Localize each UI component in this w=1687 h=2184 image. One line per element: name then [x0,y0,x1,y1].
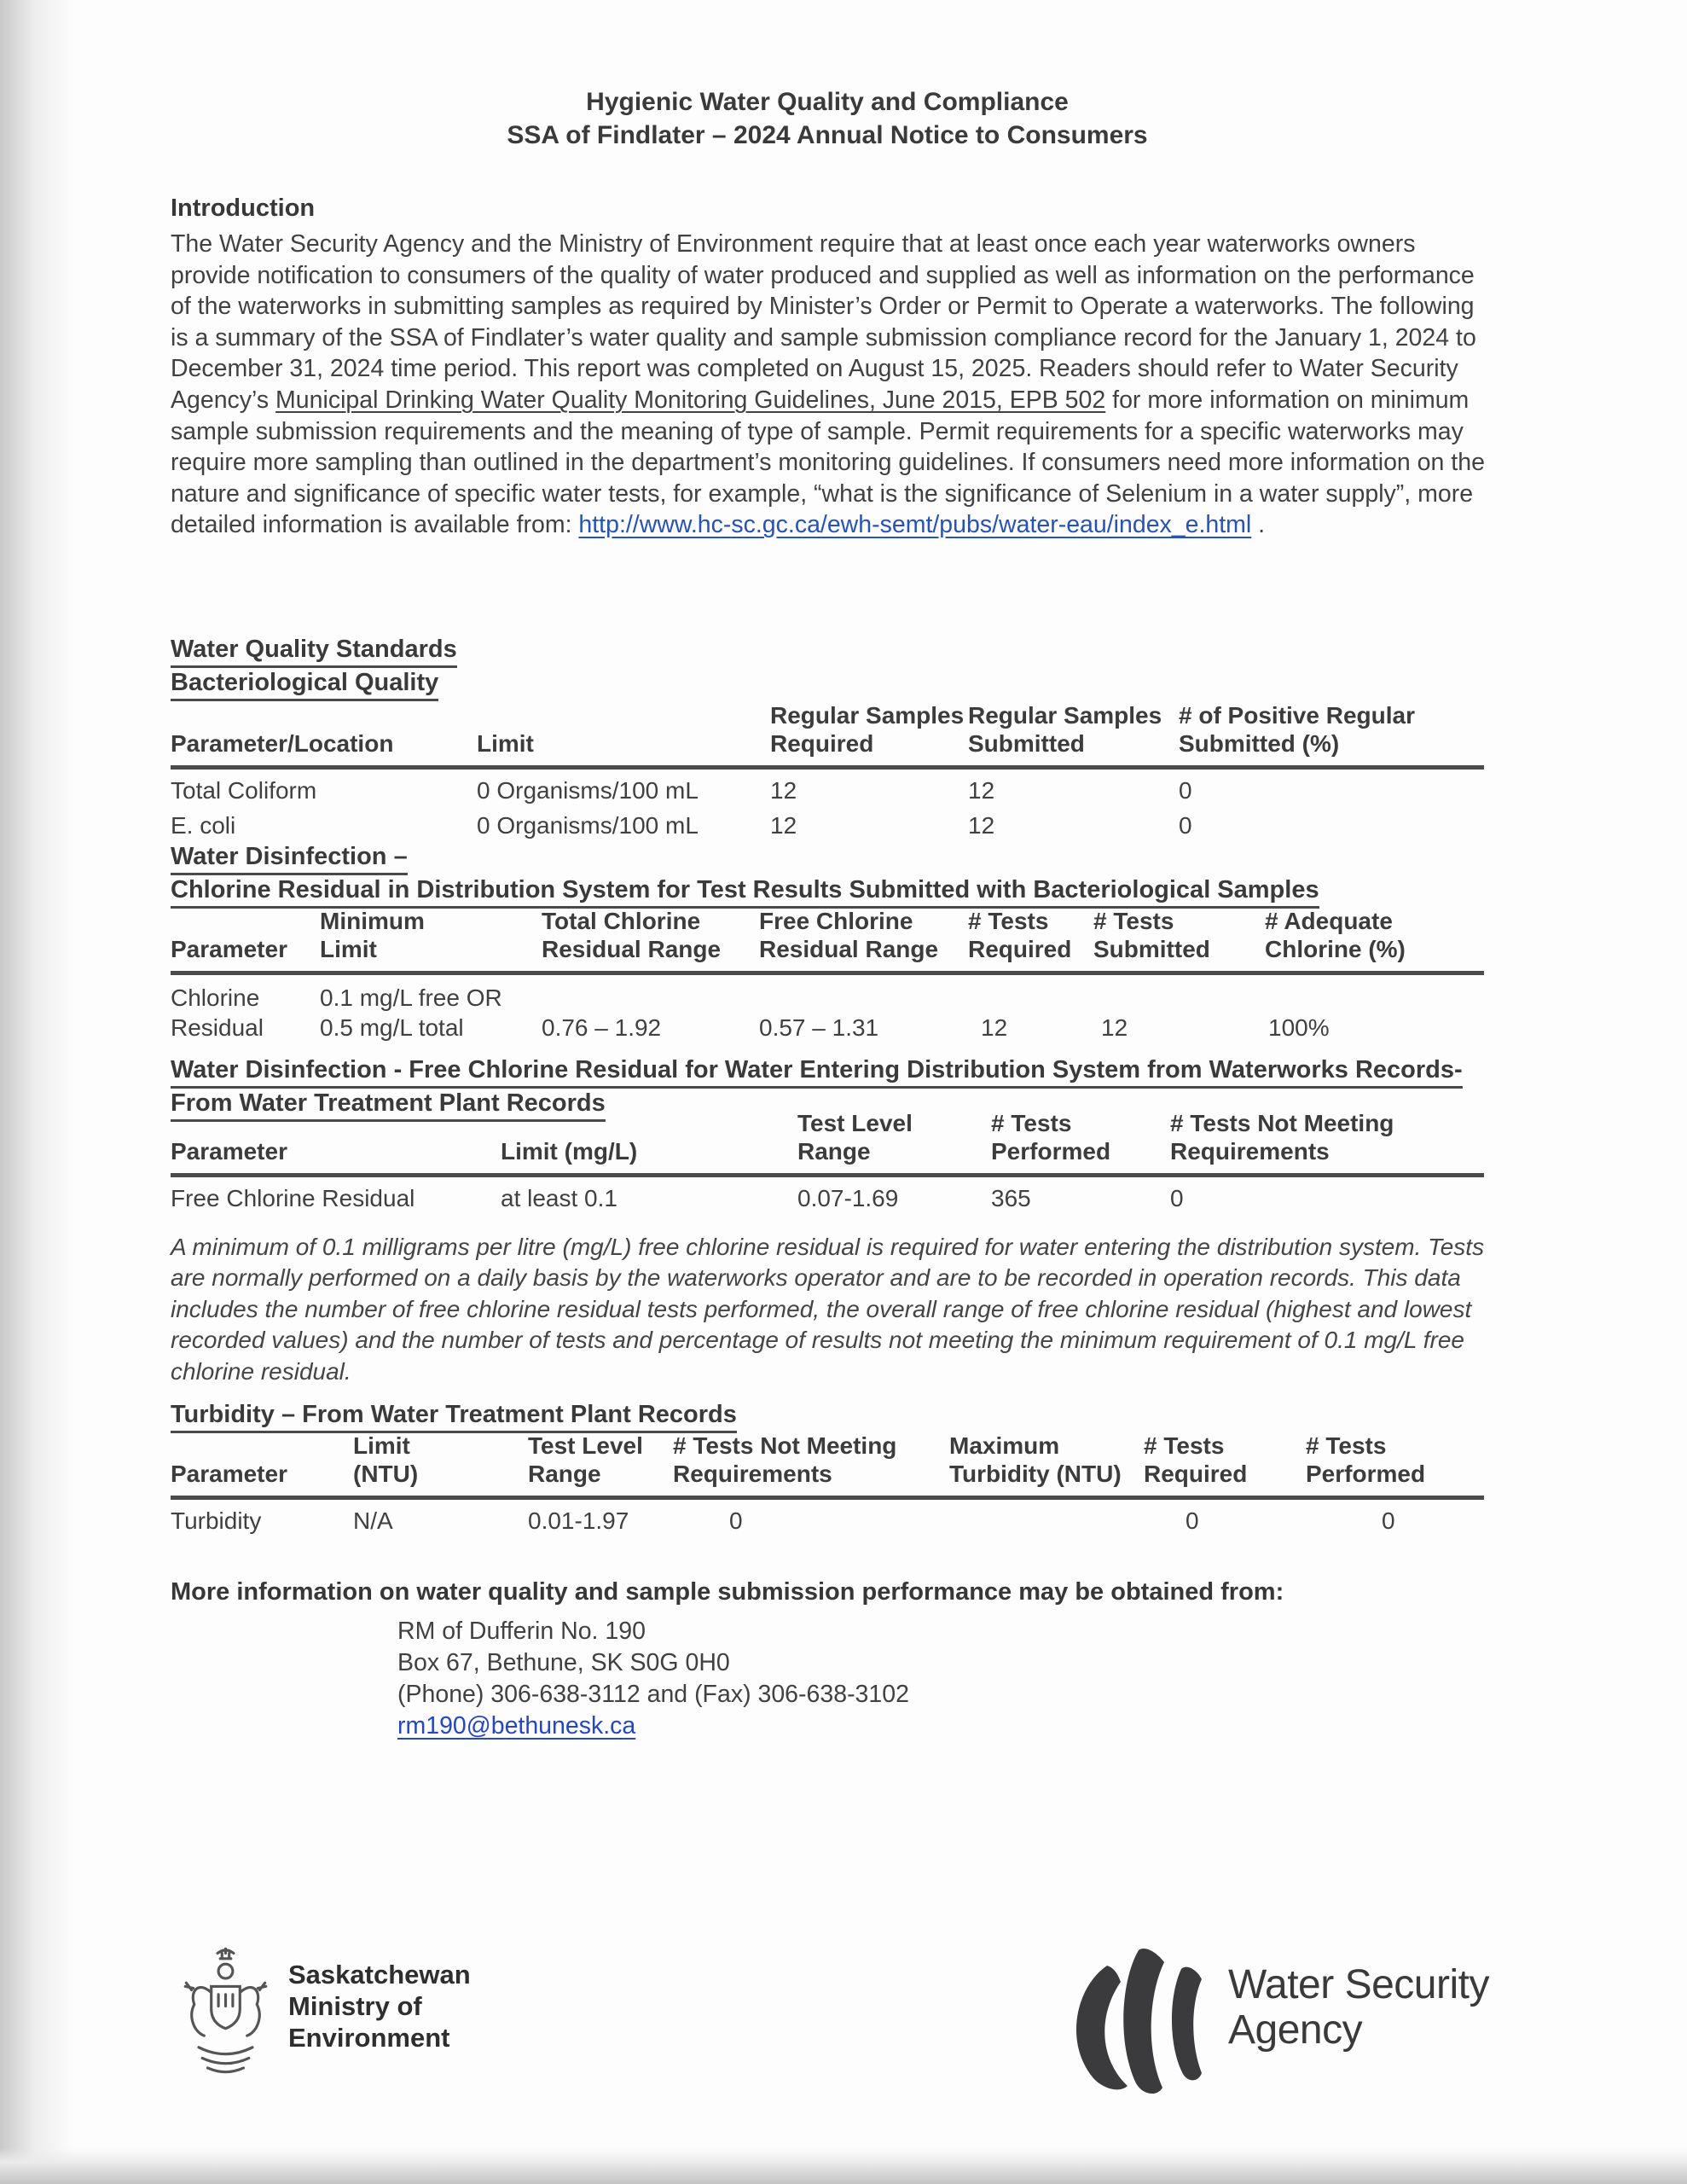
table-cell: 0 Organisms/100 mL [477,777,699,804]
document-title [171,85,1484,152]
water-quality-standards-heading: Water Quality Standards [171,636,457,668]
turbidity-table [171,1432,1484,1535]
ministry-line3: Environment [288,2023,450,2053]
intro-guidelines-reference: Municipal Drinking Water Quality Monitoring Guidelines, June 2015, EPB 502 [275,386,1106,414]
table-header-cell: # Tests Required [968,908,1072,962]
table-cell: 0.57 – 1.31 [759,1014,879,1041]
health-canada-link[interactable]: http://www.hc-sc.gc.ca/ewh-semt/pubs/water-eau/index_e.html [578,511,1252,539]
table-header-cell: Parameter/Location [171,730,394,757]
table-header-cell: Maximum Turbidity (NTU) [949,1432,1122,1487]
table-cell [949,1498,1144,1536]
table-row [171,804,1484,839]
table-cell: 12 [968,777,995,804]
document-title-line2: SSA of Findlater – 2024 Annual Notice to Consumers [507,121,1148,149]
table-header-cell: Parameter [171,1461,287,1487]
table-header-cell: Minimum Limit [320,908,425,962]
table-header-cell: # Tests Not Meeting Requirements [1170,1110,1394,1165]
free-chlorine-heading-line1: Water Disinfection - Free Chlorine Residual for Water Entering Distribution System from Waterworks Records- [171,1056,1463,1089]
table-cell: E. coli [171,812,236,839]
table-cell: 0 [1170,1185,1184,1211]
table-cell: 0 [729,1507,743,1534]
table-cell: Chlorine Residual [171,985,264,1041]
table-header-cell: # Tests Required [1144,1432,1248,1487]
water-security-agency-wordmark [1228,1962,1489,2053]
table-cell: 365 [991,1185,1031,1211]
table-header-row [171,1109,1484,1176]
table-header-cell: # Tests Submitted [1093,908,1210,962]
table-header-cell: # Tests Performed [991,1110,1111,1165]
table-row [171,1498,1484,1536]
table-header-cell: # Tests Performed [1306,1432,1426,1487]
table-cell: 0 [1179,777,1192,804]
table-header-row [171,701,1484,768]
table-header-cell: Parameter [171,936,287,962]
table-header-cell: Limit (NTU) [353,1432,419,1487]
saskatchewan-coat-of-arms-icon [181,1947,270,2088]
table-header-row [171,907,1484,973]
table-cell: 12 [968,812,995,839]
table-cell: 0.76 – 1.92 [542,1014,662,1041]
table-cell: 0.1 mg/L free OR 0.5 mg/L total [320,985,502,1041]
document-title-line1: Hygienic Water Quality and Compliance [586,88,1069,116]
ministry-line2: Ministry of [288,1991,422,2021]
contact-phone-fax: (Phone) 306-638-3112 and (Fax) 306-638-3102 [397,1681,909,1708]
table-cell: 0 [1179,812,1192,839]
table-header-cell: Limit (mg/L) [501,1138,638,1165]
table-header-cell: # of Positive Regular Submitted (%) [1179,702,1415,757]
scan-edge-bottom [0,2148,1687,2184]
table-row [171,1176,1484,1213]
table-header-cell: Free Chlorine Residual Range [759,908,939,962]
water-security-agency-logo-icon [1056,1943,1226,2101]
table-header-cell: Total Chlorine Residual Range [542,908,722,962]
table-cell: Turbidity [171,1507,262,1534]
table-cell: 12 [1101,1014,1128,1041]
table-cell: Free Chlorine Residual [171,1185,415,1211]
turbidity-heading: Turbidity – From Water Treatment Plant Records [171,1401,737,1433]
table-cell: 0 Organisms/100 mL [477,812,699,839]
intro-text-2: for more information on minimum sample submission requirements and the meaning of type of sample. Permit requirements for a specific waterworks may require more sampling than outlined in the department’s monitoring guidelines. If consumers need more information on the nature and significance of specific water tests, for example, “what is the significance of Selenium in a water supply”, more detailed information is available from: [171,386,1485,539]
table-cell: 0.07-1.69 [797,1185,899,1211]
ministry-of-environment-wordmark [288,1959,471,2053]
wsa-line2: Agency [1228,2007,1363,2053]
table-header-cell: Parameter [171,1138,287,1165]
intro-text-1: The Water Security Agency and the Ministry of Environment require that at least once each year waterworks owners provide notification to consumers of the quality of water produced and supplied as well as information on the performance of the waterworks in submitting samples as required by Minister’s Order or Permit to Operate a waterworks. The following is a summary of the SSA of Findlater’s water quality and sample submission compliance record for the January 1, 2024 to December 31, 2024 time period. This report was completed on August 15, 2025. Readers should refer to Water Security Agency’s [171,230,1476,414]
wsa-line1: Water Security [1228,1962,1489,2007]
contact-block [397,1616,909,1742]
table-row [171,768,1484,805]
introduction-paragraph [171,229,1491,541]
table-cell: Total Coliform [171,777,317,804]
ministry-line1: Saskatchewan [288,1960,471,1989]
table-cell: 0.01-1.97 [528,1507,629,1534]
water-disinfection-heading-line2: Chlorine Residual in Distribution System for Test Results Submitted with Bacteriological Samples [171,876,1319,909]
table-cell: at least 0.1 [501,1185,617,1211]
table-cell: 12 [770,812,797,839]
bacteriological-quality-heading: Bacteriological Quality [171,669,438,701]
more-information-heading: More information on water quality and sample submission performance may be obtained from: [171,1578,1284,1606]
chlorine-residual-distribution-table [171,907,1484,1043]
water-disinfection-heading-line1: Water Disinfection – [171,843,408,875]
table-header-cell: # Adequate Chlorine (%) [1265,908,1406,962]
contact-organization: RM of Dufferin No. 190 [397,1618,646,1645]
table-cell: 12 [770,777,797,804]
table-header-cell: Test Level Range [528,1432,643,1487]
table-cell: 0 [1382,1507,1395,1534]
chlorine-requirement-note: A minimum of 0.1 milligrams per litre (mg/L) free chlorine residual is required for water entering the distribution system. Tests are normally performed on a daily basis by the waterworks operator and are to be recorded in operation records. This data includes the number of free chlorine residual tests performed, the overall range of free chlorine residual (highest and lowest recorded values) and the number of tests and percentage of results not meeting the minimum requirement of 0.1 mg/L free chlorine residual. [171,1234,1485,1385]
scan-edge-left [0,0,75,2184]
free-chlorine-entering-table [171,1109,1484,1212]
table-header-cell: Limit [477,730,534,757]
table-header-row [171,1432,1484,1498]
table-cell: 0 [1186,1507,1199,1534]
table-cell: N/A [353,1507,393,1534]
table-row [171,973,1484,1043]
free-chlorine-heading-line2: From Water Treatment Plant Records [171,1089,606,1122]
table-cell: 12 [981,1014,1008,1041]
table-header-cell: Test Level Range [797,1110,913,1165]
contact-email-link[interactable]: rm190@bethunesk.ca [397,1712,636,1740]
table-header-cell: # Tests Not Meeting Requirements [673,1432,897,1487]
contact-address: Box 67, Bethune, SK S0G 0H0 [397,1649,730,1676]
introduction-heading: Introduction [171,195,316,222]
bacteriological-quality-table [171,701,1484,839]
table-header-cell: Regular Samples Required [770,702,965,757]
intro-text-3: . [1251,511,1266,539]
table-header-cell: Regular Samples Submitted [968,702,1162,757]
table-cell: 100% [1268,1014,1330,1041]
